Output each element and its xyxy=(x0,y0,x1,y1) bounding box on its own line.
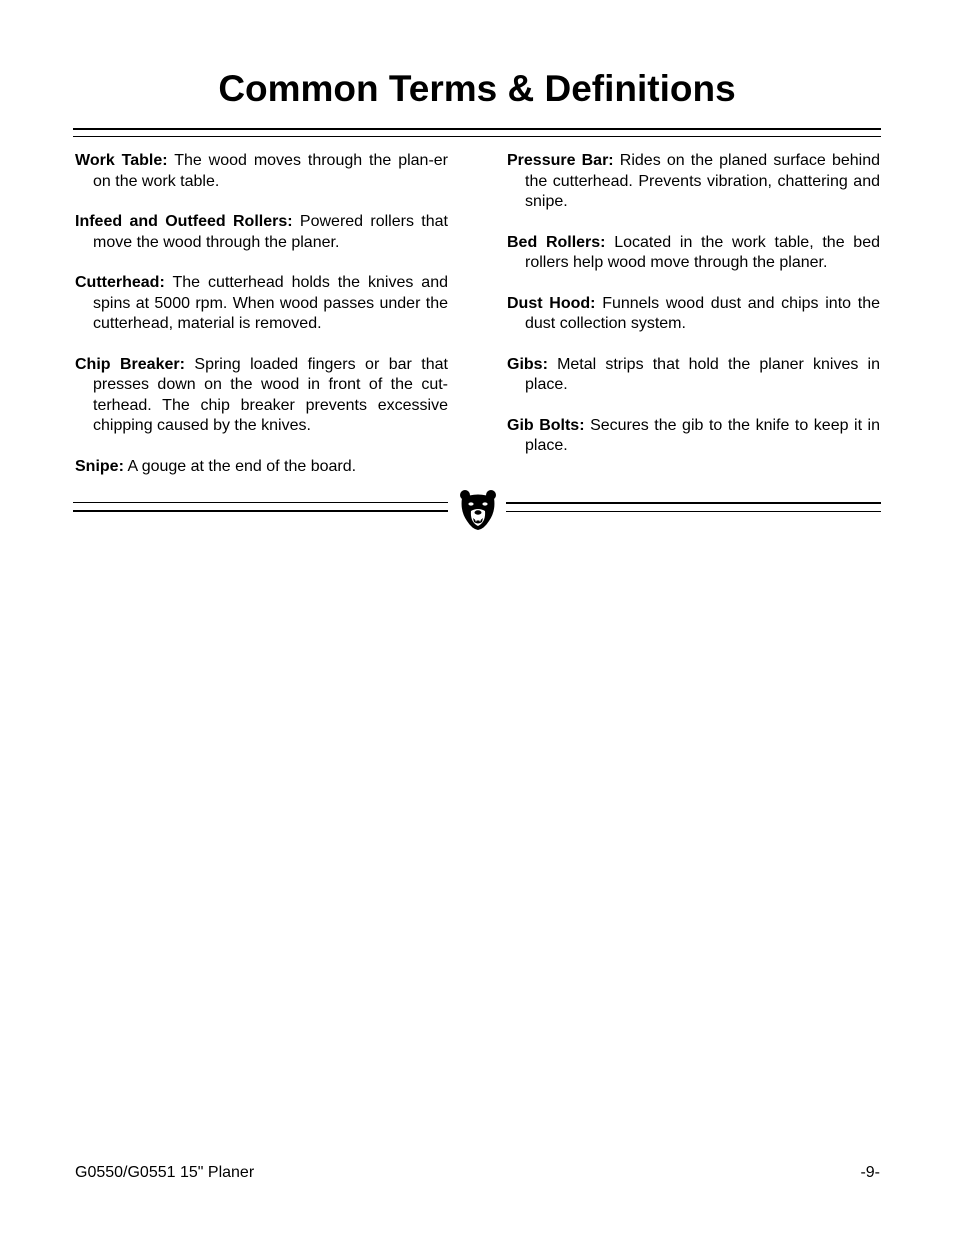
definition-text: Secures the gib to the knife to keep it in place. xyxy=(525,416,881,454)
definition-work-table xyxy=(75,151,448,192)
definition-text: Spring loaded fingers or bar that presses down on the wood in front of the cut-terhead. The chip breaker prevents excessive chipping caused by the knives. xyxy=(93,355,448,434)
definition-snipe xyxy=(75,457,448,478)
definition-infeed-outfeed-rollers xyxy=(75,212,448,253)
title-rule-thin xyxy=(73,136,881,137)
definition-text: Metal strips that hold the planer knives in place. xyxy=(525,355,880,393)
term-label: Gibs: xyxy=(507,355,548,373)
term-label: Pressure Bar: xyxy=(507,152,614,169)
term-label: Bed Rollers: xyxy=(507,233,606,251)
divider-rule-left-thick xyxy=(73,510,448,512)
definition-cutterhead xyxy=(75,273,448,335)
title-rule-thick xyxy=(73,128,881,130)
definition-text: Funnels wood dust and chips into the dust collection system. xyxy=(525,294,881,332)
definitions-left-column xyxy=(75,151,448,497)
divider-rule-left-thin xyxy=(73,502,448,503)
term-label: Snipe: xyxy=(75,457,124,475)
definition-text: Powered rollers that move the wood through the planer. xyxy=(93,213,448,251)
term-label: Chip Breaker: xyxy=(75,355,185,373)
page-title: Common Terms & Definitions xyxy=(218,68,736,109)
definition-bed-rollers xyxy=(507,233,880,274)
term-label: Work Table: xyxy=(75,152,168,169)
term-label: Dust Hood: xyxy=(507,294,596,312)
definitions-right-column xyxy=(507,151,880,477)
definition-chip-breaker xyxy=(75,355,448,437)
definition-gibs xyxy=(507,355,880,396)
definition-text: Rides on the planed surface behind the cutterhead. Prevents vibration, chattering and snipe. xyxy=(525,152,880,210)
divider-rule-right-thick xyxy=(506,502,881,504)
definition-gib-bolts xyxy=(507,416,880,457)
definition-text: The wood moves through the plan-er on the work table. xyxy=(93,152,449,190)
definition-text: The cutterhead holds the knives and spins at 5000 rpm. When wood passes under the cutterhead, material is removed. xyxy=(93,274,449,332)
divider-rule-right-thin xyxy=(506,511,881,512)
term-label: Gib Bolts: xyxy=(507,416,585,434)
definition-text: A gouge at the end of the board. xyxy=(127,457,357,475)
term-label: Infeed and Outfeed Rollers: xyxy=(75,213,293,230)
term-label: Cutterhead: xyxy=(75,274,165,291)
footer-model: G0550/G0551 15" Planer xyxy=(75,1164,255,1181)
footer-page-number: -9- xyxy=(860,1164,880,1181)
definition-dust-hood xyxy=(507,294,880,335)
bear-head-icon xyxy=(459,489,497,531)
definition-text: Located in the work table, the bed rollers help wood move through the planer. xyxy=(525,233,880,271)
definition-pressure-bar xyxy=(507,151,880,213)
